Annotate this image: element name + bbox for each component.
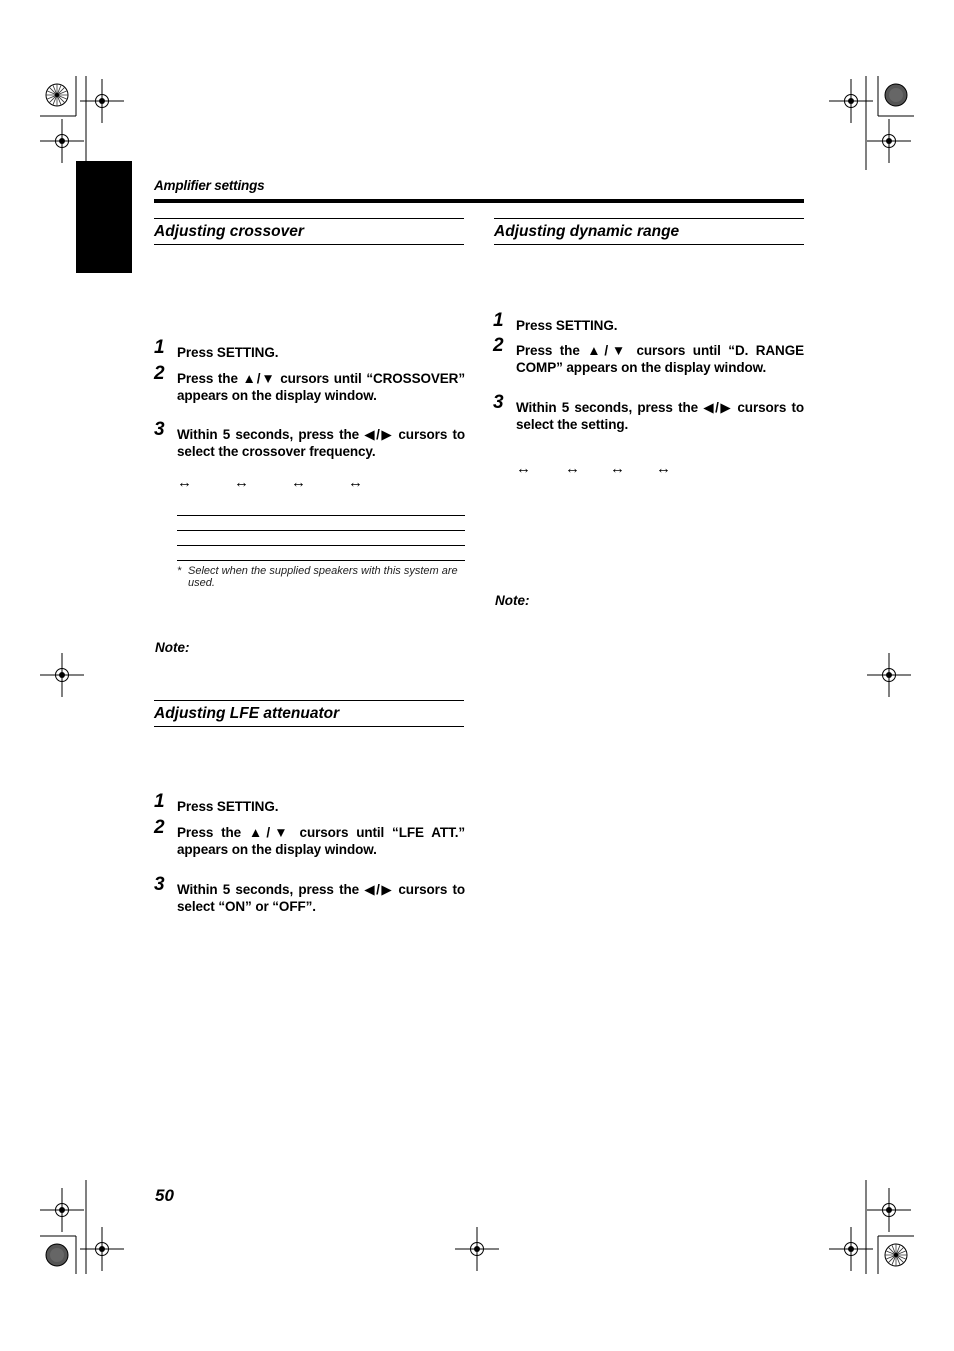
step-number: 3 (154, 874, 165, 895)
step-number: 1 (493, 310, 504, 331)
step-number: 3 (154, 419, 165, 440)
registration-crosshair-icon (867, 1188, 911, 1232)
step-text-line: Press the ▲/▼ cursors until “D. RANGE (516, 343, 804, 358)
color-wheel-icon (885, 1244, 907, 1266)
step-text-line: select “ON” or “OFF”. (177, 898, 316, 914)
double-arrow-icon: ↔ (565, 460, 580, 477)
step-text: Press SETTING. (177, 345, 279, 360)
registration-crosshair-icon (867, 119, 911, 163)
page-number: 50 (155, 1186, 174, 1205)
step-text-line: Within 5 seconds, press the ◀/▶ cursors to (177, 882, 465, 897)
step-text-line: Press the ▲/▼ cursors until “CROSSOVER” (177, 371, 465, 386)
double-arrow-icon: ↔ (291, 474, 306, 491)
gray-target-icon (885, 84, 907, 106)
registration-crosshair-icon (40, 119, 84, 163)
registration-crosshair-icon (40, 653, 84, 697)
step-text-line: appears on the display window. (177, 387, 377, 403)
section-title-text: Adjusting crossover (154, 223, 304, 240)
footnote-text: Select when the supplied speakers with this system are used. (188, 565, 458, 589)
drange-note-label: Note: (495, 593, 530, 608)
gray-target-icon (46, 1244, 68, 1266)
step-text-line: appears on the display window. (177, 841, 377, 857)
step-number: 1 (154, 791, 165, 812)
registration-crosshair-icon (455, 1227, 499, 1271)
step-text-line: select the crossover frequency. (177, 443, 376, 459)
crossover-note-label: Note: (155, 640, 190, 655)
step-text-line: Press the ▲/▼ cursors until “LFE ATT.” (177, 825, 465, 840)
section-title-text: Adjusting LFE attenuator (154, 705, 340, 722)
double-arrow-icon: ↔ (177, 474, 192, 491)
step-number: 3 (493, 392, 504, 413)
step-text-line: Within 5 seconds, press the ◀/▶ cursors to (177, 427, 465, 442)
registration-crosshair-icon (80, 79, 124, 123)
step-number: 1 (154, 337, 165, 358)
step-text-line: COMP” appears on the display window. (516, 359, 767, 375)
step-text-line: Within 5 seconds, press the ◀/▶ cursors to (516, 400, 804, 415)
registration-crosshair-icon (80, 1227, 124, 1271)
color-wheel-icon (46, 84, 68, 106)
double-arrow-icon: ↔ (234, 474, 249, 491)
step-text-line: select the setting. (516, 416, 629, 432)
double-arrow-icon: ↔ (610, 460, 625, 477)
step-text: Press SETTING. (177, 799, 279, 814)
step-number: 2 (154, 363, 165, 384)
double-arrow-icon: ↔ (348, 474, 363, 491)
double-arrow-icon: ↔ (516, 460, 531, 477)
footnote-mark: * (177, 565, 182, 577)
registration-crosshair-icon (40, 1188, 84, 1232)
double-arrow-icon: ↔ (656, 460, 671, 477)
registration-crosshair-icon (867, 653, 911, 697)
step-number: 2 (493, 335, 504, 356)
step-text: Press SETTING. (516, 318, 618, 333)
running-header: Amplifier settings (154, 178, 265, 193)
step-number: 2 (154, 817, 165, 838)
section-title-text: Adjusting dynamic range (494, 223, 680, 240)
